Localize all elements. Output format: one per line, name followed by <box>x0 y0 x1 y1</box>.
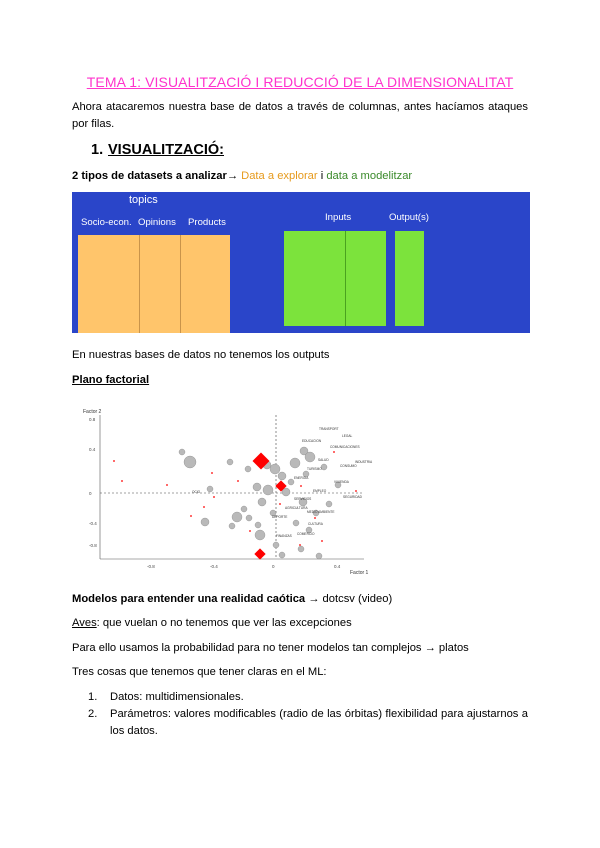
plot-marker <box>321 540 323 542</box>
outputs-block <box>395 231 424 326</box>
plot-point <box>246 515 252 521</box>
opinions-label: Opinions <box>138 217 176 228</box>
plot-point-label: MEDIO AMBIENTE <box>307 510 335 514</box>
no-outputs-text: En nuestras bases de datos no tenemos los outputs <box>72 349 330 361</box>
plot-marker <box>121 480 123 482</box>
aves-rest: : que vuelan o no tenemos que ver las excepciones <box>96 617 352 629</box>
plot-point <box>326 501 332 507</box>
plot-point-label: FINANZAS <box>276 534 292 538</box>
aves-line <box>72 615 528 632</box>
plot-marker <box>211 472 213 474</box>
list-number: 1. <box>88 691 98 703</box>
plot-point <box>270 464 280 474</box>
plot-point <box>229 523 235 529</box>
outputs-label: Output(s) <box>389 212 429 223</box>
plot-point-label: COMUNICACIONES <box>330 445 360 449</box>
plano-factorial-heading: Plano factorial <box>72 374 150 386</box>
modelos-lead: Modelos para entender una realidad caótica <box>72 593 306 605</box>
intro-paragraph: Ahora atacaremos nuestra base de datos a través de columnas, antes hacíamos ataques por filas. <box>72 101 528 130</box>
plot-marker <box>279 503 281 505</box>
y-tick-label: -0.4 <box>89 521 97 526</box>
plot-marker <box>190 515 192 517</box>
plot-point-label: EMPLEO <box>313 489 327 493</box>
plot-point <box>305 452 315 462</box>
datasets-figure <box>72 192 530 333</box>
plot-point <box>298 546 304 552</box>
plot-point-label: TRANSPORT <box>319 427 339 431</box>
highlight-point <box>254 548 265 559</box>
plot-ylabel: Factor 2 <box>83 409 102 415</box>
products-block <box>181 235 230 333</box>
plot-point <box>207 486 213 492</box>
x-tick-label: 0 <box>272 564 275 569</box>
plot-point-label: AGRICULTURA <box>285 506 308 510</box>
plot-marker <box>299 544 301 546</box>
plot-point-label: INDUSTRIA <box>355 460 373 464</box>
list-text: Datos: multidimensionales. <box>110 691 244 703</box>
plot-marker <box>314 517 316 519</box>
tres-cosas-line: Tres cosas que tenemos que tener claras en el ML: <box>72 666 327 678</box>
datasets-lead: 2 tipos de datasets a analizar <box>72 170 227 182</box>
plot-point-label: DEPORTE <box>272 515 288 519</box>
plot-point-label: VIVIENDA <box>334 480 349 484</box>
probabilidad-line: Para ello usamos la probabilidad para no tener modelos tan complejos → platos <box>72 642 469 654</box>
plot-point-label: ENERGIA <box>294 476 309 480</box>
list-number: 2. <box>88 708 98 720</box>
x-ticks <box>147 564 341 569</box>
y-ticks <box>89 417 97 548</box>
plot-point <box>279 552 285 558</box>
plot-point-label: TURISMO <box>307 467 322 471</box>
plot-point <box>179 449 185 455</box>
inputs-block-1 <box>284 231 346 326</box>
inputs-block-2 <box>346 231 386 326</box>
y-tick-label: 0 <box>89 491 92 496</box>
socio-econ-label: Socio-econ. <box>81 217 132 228</box>
plot-marker <box>166 484 168 486</box>
plot-point-label: CULTURA <box>308 522 323 526</box>
plot-marker <box>333 451 335 453</box>
y-tick-label: 0.4 <box>89 447 96 452</box>
data-explorar: Data a explorar <box>241 170 318 182</box>
plot-point-label: SERVICIOS <box>294 497 312 501</box>
plot-point <box>258 498 266 506</box>
modelos-rest: dotcsv (video) <box>319 593 393 605</box>
plot-marker <box>203 506 205 508</box>
plot-point <box>263 485 273 495</box>
modelos-arrow: → <box>308 593 320 605</box>
opinions-block <box>140 235 181 333</box>
plot-point <box>201 518 209 526</box>
plot-point-label: SALUD <box>318 458 329 462</box>
section-number: 1. <box>91 142 104 158</box>
aves-word: Aves <box>72 617 97 629</box>
plot-point <box>293 520 299 526</box>
modelos-line <box>72 591 528 608</box>
plot-point <box>184 456 196 468</box>
plot-bubbles <box>113 447 357 560</box>
x-tick-label: -0.4 <box>210 564 218 569</box>
plot-point <box>241 506 247 512</box>
plot-marker <box>355 490 357 492</box>
socio-econ-block <box>78 235 140 333</box>
plot-point-label: COMERCIO <box>297 532 315 536</box>
arrow-glyph: → <box>226 170 239 182</box>
x-tick-label: -0.8 <box>147 564 155 569</box>
plot-point <box>232 512 242 522</box>
datasets-connector: i <box>317 170 327 182</box>
y-tick-label: 0.8 <box>89 417 96 422</box>
plot-point-label: OCIO <box>192 490 201 494</box>
plot-point-label: LEGAL <box>342 434 353 438</box>
document-title: TEMA 1: VISUALITZACIÓ I REDUCCIÓ DE LA DIMENSIONALITAT <box>86 74 514 90</box>
x-tick-label: 0.4 <box>334 564 341 569</box>
factorial-plot-svg <box>72 405 373 581</box>
plot-marker <box>237 480 239 482</box>
plot-point <box>255 530 265 540</box>
y-tick-label: -0.8 <box>89 543 97 548</box>
plot-point <box>255 522 261 528</box>
section-title: VISUALITZACIÓ: <box>108 142 224 158</box>
plot-marker <box>300 485 302 487</box>
plot-marker <box>113 460 115 462</box>
plot-point <box>278 472 286 480</box>
plot-point <box>273 542 279 548</box>
plot-point <box>321 464 327 470</box>
data-modelitzar: data a modelitzar <box>326 170 413 182</box>
factorial-plot <box>72 405 373 581</box>
inputs-label: Inputs <box>325 212 352 223</box>
plot-point <box>253 483 261 491</box>
plot-point <box>316 553 322 559</box>
plot-marker <box>213 496 215 498</box>
plot-point-label: EDUCACION <box>302 439 322 443</box>
plot-point <box>245 466 251 472</box>
list-text: Parámetros: valores modificables (radio de las órbitas) flexibilidad para ajustarnos a los datos. <box>110 708 528 737</box>
plot-point <box>290 458 300 468</box>
plot-xlabel: Factor 1 <box>350 570 369 576</box>
plot-point-label: CONSUMO <box>340 464 357 468</box>
plot-marker <box>249 530 251 532</box>
datasets-line <box>72 168 528 185</box>
topics-label: topics <box>129 194 158 206</box>
plot-point-label: SEGURIDAD <box>343 495 362 499</box>
plot-point <box>227 459 233 465</box>
products-label: Products <box>188 217 226 228</box>
